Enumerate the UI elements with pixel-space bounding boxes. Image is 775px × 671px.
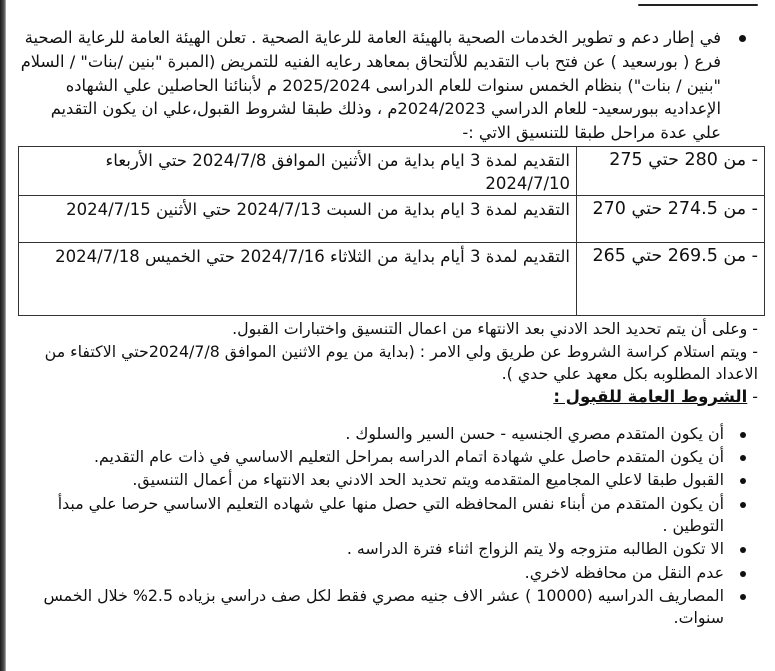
note-conditions-booklet: - ويتم استلام كراسة الشروط عن طريق ولي الامر : (بداية من يوم الاثنين الموافق 2024/7/8حتي الاكتفاء من الاعداد المطلوبه بكل معهد علي حدي ).	[44, 341, 758, 384]
condition-text: أن يكون المتقدم من أبناء نفس المحافظه التي حصل منها علي شهاده التعليم الاساسي حرصا علي مبدأ التوطين .	[57, 493, 724, 536]
list-item	[38, 446, 758, 469]
bullet-icon	[740, 478, 746, 484]
list-item	[38, 585, 758, 630]
condition-text: عدم النقل من محافظه لاخري.	[524, 562, 724, 582]
admission-schedule-table	[18, 146, 765, 316]
application-period-cell: التقديم لمدة 3 أيام بداية من الثلاثاء 2024/7/16 حتي الخميس 2024/7/18	[19, 243, 577, 316]
condition-text: القبول طبقا لاعلي المجاميع المتقدمه ويتم تحديد الحد الادني بعد الانتهاء من أعمال التنسيق.	[132, 470, 724, 490]
score-range-cell: - من 274.5 حتي 270	[577, 196, 765, 243]
notes-section	[13, 318, 758, 408]
heading-dash: -	[747, 386, 758, 406]
table-row	[19, 147, 765, 196]
intro-paragraph: في إطار دعم و تطوير الخدمات الصحية بالهيئة العامة للرعاية الصحية . تعلن الهيئة العامة للرعاية الصحية فرع ( بورسعيد ) عن فتح باب التقديم للألتحاق بمعاهد رعايه الفنيه للتمريض (المبرة "بنين /بنات" / السلام "بنين / بنات") بنظام الخمس سنوات للعام الدراسى 2025/2024 م لأبنائنا الحاصلين علي الشهاده الإعداديه ببورسعيد- للعام الدراسي 2024/2023م ، وذلك طبقا لشروط القبول،علي ان يكون التقديم علي عدة مراحل طبقا للتنسيق الاتي :-	[20, 28, 721, 143]
bullet-icon	[739, 35, 746, 42]
table-row	[19, 196, 765, 243]
condition-text: أن يكون المتقدم حاصل علي شهادة اتمام الدراسه بمراحل التعليم الاساسي في ذات عام التقديم.	[93, 447, 724, 467]
bullet-icon	[740, 432, 746, 438]
conditions-heading	[13, 386, 758, 409]
bullet-icon	[740, 455, 746, 461]
intro-bullet	[18, 26, 758, 145]
admission-conditions-list	[38, 423, 758, 631]
condition-text: الا تكون الطالبه متزوجه ولا يتم الزواج اثناء فترة الدراسه .	[346, 539, 724, 559]
list-item	[38, 469, 758, 492]
conditions-title: الشروط العامة للقبول :	[553, 386, 748, 406]
announcement-page	[14, 0, 766, 671]
bullet-icon	[740, 502, 746, 508]
bullet-icon	[740, 571, 746, 577]
application-period-cell: التقديم لمدة 3 ايام بداية من السبت 2024/7/13 حتي الأثنين 2024/7/15	[19, 196, 577, 243]
intro-section	[18, 26, 758, 145]
list-item	[38, 538, 758, 561]
list-item	[38, 423, 758, 446]
note-minimum-score: - وعلى أن يتم تحديد الحد الادني بعد الانتهاء من اعمال التنسيق واختبارات القبول.	[232, 319, 758, 338]
table-row	[19, 243, 765, 316]
score-range-cell: - من 280 حتي 275	[577, 147, 765, 196]
list-item	[38, 493, 758, 538]
list-item	[38, 562, 758, 585]
condition-text: أن يكون المتقدم مصري الجنسيه - حسن السير والسلوك .	[345, 424, 724, 443]
score-range-cell: - من 269.5 حتي 265	[577, 243, 765, 316]
bullet-icon	[740, 547, 746, 553]
bullet-icon	[740, 594, 746, 600]
condition-text: المصاريف الدراسيه (10000 ) عشر الاف جنيه مصري فقط لكل صف دراسي بزياده 2.5% خلال الخمس سنوات.	[43, 585, 724, 628]
application-period-cell: التقديم لمدة 3 ايام بداية من الأثنين الموافق 2024/7/8 حتي الأربعاء 2024/7/10	[19, 147, 577, 196]
scan-edge-shadow	[0, 0, 6, 671]
